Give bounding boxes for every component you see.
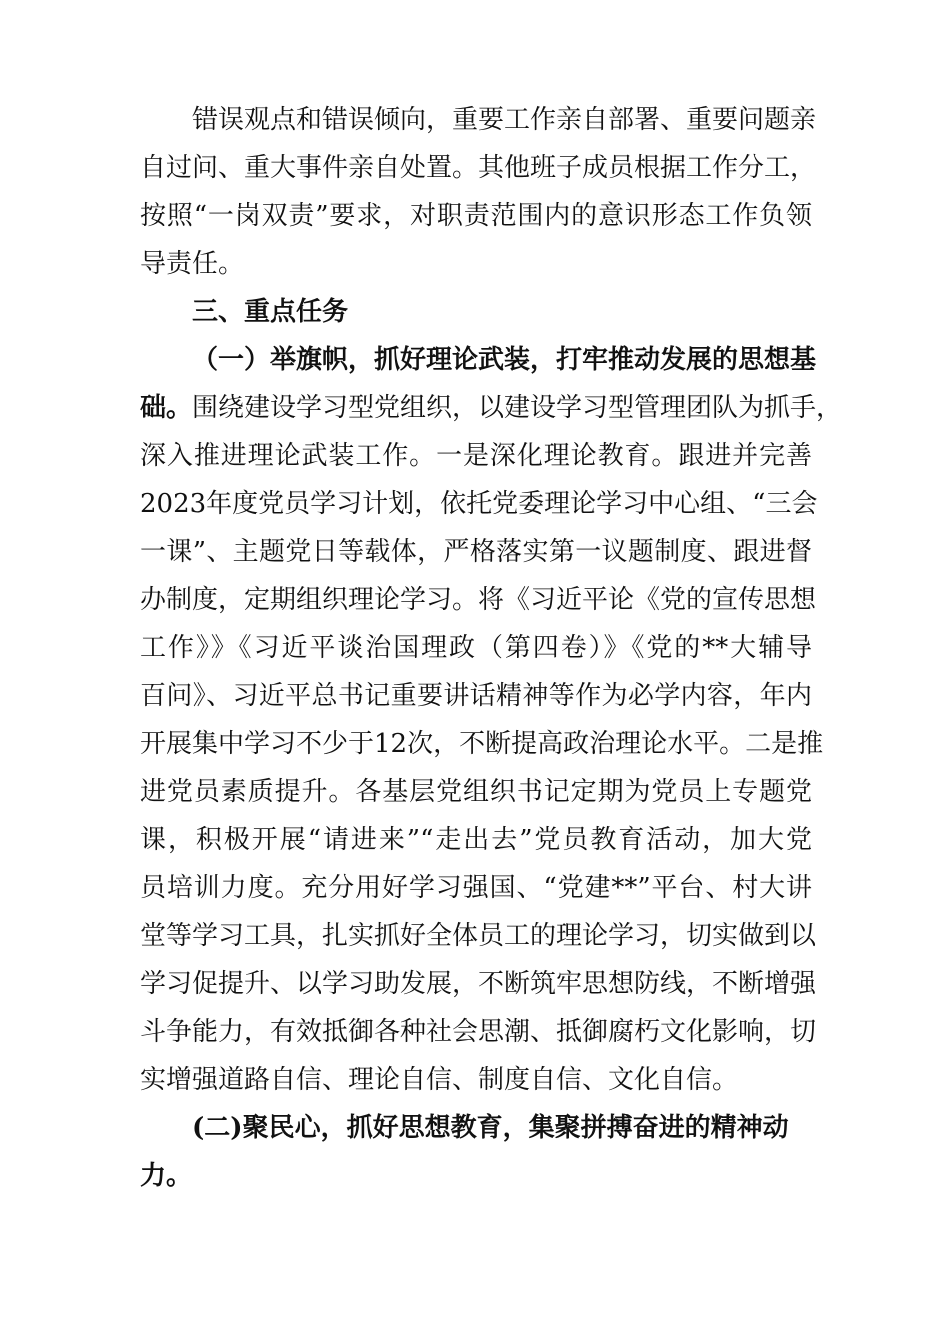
paragraph-line: 开展集中学习不少于12次，不断提高政治理论水平。二是推 bbox=[140, 729, 824, 759]
paragraph-line: 堂等学习工具，扎实抓好全体员工的理论学习，切实做到以 bbox=[140, 921, 817, 951]
document-body bbox=[140, 96, 843, 1200]
paragraph-line: 课，积极开展“请进来”“走出去”党员教育活动，加大党 bbox=[140, 825, 812, 855]
paragraph-line: 工作》》《习近平谈治国理政（第四卷）》《党的**大辅导 bbox=[140, 633, 812, 663]
subsection-heading-end: 础。 bbox=[140, 393, 193, 423]
paragraph-line: 斗争能力，有效抵御各种社会思潮、抵御腐朽文化影响，切 bbox=[140, 1017, 817, 1047]
paragraph-line: 一课”、主题党日等载体，严格落实第一议题制度、跟进督 bbox=[140, 537, 812, 567]
paragraph-text: 围绕建设学习型党组织，以建设学习型管理团队为抓手， bbox=[192, 393, 843, 423]
section-heading: 三、重点任务 bbox=[192, 297, 349, 327]
paragraph-line: 按照“一岗双责”要求，对职责范围内的意识形态工作负领 bbox=[140, 201, 812, 231]
paragraph-line: 错误观点和错误倾向，重要工作亲自部署、重要问题亲 bbox=[192, 105, 817, 135]
paragraph-line: 百问》、习近平总书记重要讲话精神等作为必学内容，年内 bbox=[140, 681, 812, 711]
subsection-heading-line: （一）举旗帜，抓好理论武装，打牢推动发展的思想基 bbox=[192, 345, 817, 375]
paragraph-line: 学习促提升、以学习助发展，不断筑牢思想防线，不断增强 bbox=[140, 969, 817, 999]
paragraph-line: 自过问、重大事件亲自处置。其他班子成员根据工作分工， bbox=[140, 153, 817, 183]
paragraph-line bbox=[140, 384, 843, 432]
paragraph-line: 员培训力度。充分用好学习强国、“党建**”平台、村大讲 bbox=[140, 873, 812, 903]
paragraph-line: 深入推进理论武装工作。一是深化理论教育。跟进并完善 bbox=[140, 441, 812, 471]
paragraph-line: 进党员素质提升。各基层党组织书记定期为党员上专题党 bbox=[140, 777, 812, 807]
paragraph-line: 办制度，定期组织理论学习。将《习近平论《党的宣传思想 bbox=[140, 585, 817, 615]
subsection-heading-end: 力。 bbox=[140, 1161, 193, 1191]
paragraph-line: 2023年度党员学习计划，依托党委理论学习中心组、“三会 bbox=[140, 489, 818, 519]
paragraph-line: 实增强道路自信、理论自信、制度自信、文化自信。 bbox=[140, 1065, 739, 1095]
subsection-heading-line: (二)聚民心，抓好思想教育，集聚拼搏奋进的精神动 bbox=[192, 1113, 789, 1143]
paragraph-line: 导责任。 bbox=[140, 249, 245, 279]
